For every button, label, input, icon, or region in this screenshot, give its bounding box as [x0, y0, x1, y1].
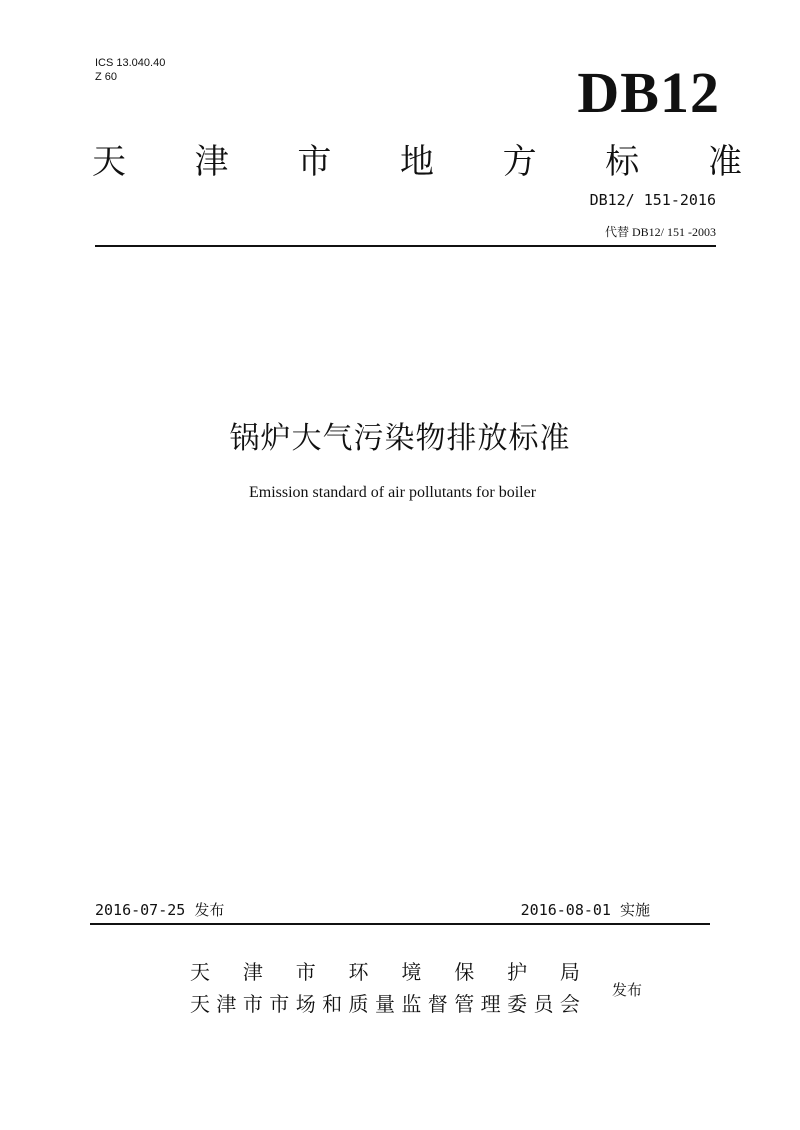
issuer-char: 津	[216, 992, 237, 1016]
classification-block	[95, 56, 165, 84]
issuer-char: 场	[295, 992, 316, 1016]
publish-label: 发布	[612, 981, 643, 999]
issuer-char: 市	[269, 992, 290, 1016]
document-title-english: Emission standard of air pollutants for boiler	[248, 484, 537, 501]
issuer-char: 委	[507, 992, 528, 1016]
footer-divider	[90, 923, 710, 925]
replaces-note: 代替 DB12/ 151 -2003	[604, 225, 716, 239]
issue-date: 2016-07-25 发布	[95, 901, 225, 919]
issuer-char: 环	[348, 960, 369, 984]
issuer-char: 监	[401, 992, 422, 1016]
issuer-line-2	[190, 990, 580, 1018]
header-divider	[95, 245, 716, 247]
document-title: 锅炉大气污染物排放标准	[229, 421, 571, 456]
issuer-char: 保	[454, 960, 475, 984]
issuer-char: 质	[348, 992, 369, 1016]
issuer-char: 津	[242, 960, 263, 984]
classification-code: Z 60	[95, 71, 118, 83]
issuer-char: 市	[242, 992, 263, 1016]
local-standard-char: 津	[194, 142, 229, 182]
issuer-char: 护	[507, 960, 528, 984]
local-standard-char: 地	[399, 142, 434, 182]
issuer-char: 督	[427, 992, 448, 1016]
issuer-char: 理	[480, 992, 501, 1016]
issuer-char: 天	[190, 960, 210, 984]
issuer-char: 会	[559, 992, 580, 1016]
issuer-char: 员	[533, 992, 554, 1016]
local-standard-char: 准	[707, 142, 742, 182]
local-standard-char: 标	[605, 142, 640, 182]
issuer-char: 局	[559, 960, 580, 984]
standard-number: DB12/ 151-2016	[589, 191, 716, 209]
issuer-char: 市	[295, 960, 316, 984]
issuer-char: 管	[454, 992, 475, 1016]
issuer-char: 和	[322, 992, 343, 1016]
issuer-line-1	[190, 958, 580, 986]
issuer-char: 天	[190, 992, 210, 1016]
local-standard-char: 市	[297, 142, 332, 182]
effective-date: 2016-08-01 实施	[520, 901, 650, 919]
issuer-char: 境	[401, 960, 422, 984]
standard-code: DB12	[577, 60, 720, 125]
issuer-char: 量	[374, 992, 395, 1016]
local-standard-char: 方	[502, 142, 537, 182]
local-standard-char: 天	[92, 142, 126, 182]
local-standard-heading	[92, 140, 742, 184]
ics-code: ICS 13.040.40	[95, 57, 166, 69]
